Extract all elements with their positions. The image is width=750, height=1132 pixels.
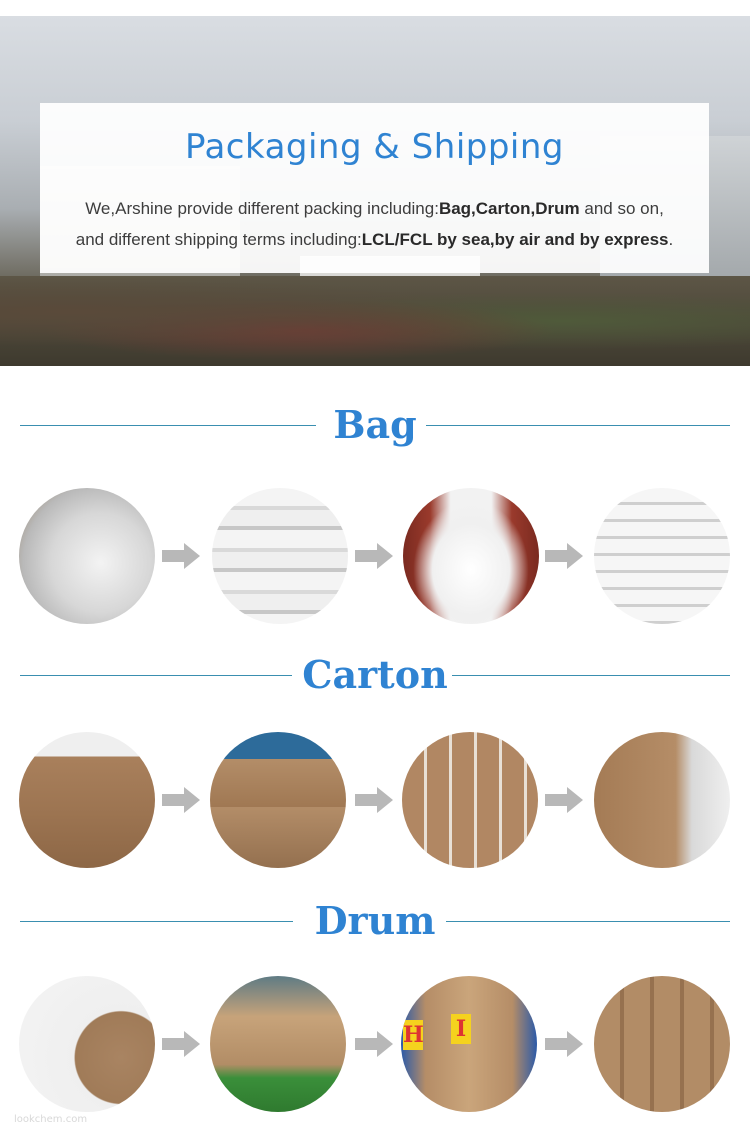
drum-photo-2 [210,976,346,1112]
arrow-right-icon [545,1031,583,1057]
shelf-letter-i: I [451,1014,471,1044]
divider-right [446,921,730,922]
hero-line2-bold: LCL/FCL by sea,by air and by express [361,230,669,249]
hero-description [40,193,709,255]
arrow-right-icon [355,787,393,813]
carton-photo-3 [402,732,538,868]
divider-right [426,425,730,426]
carton-photo-row [0,732,750,868]
arrow-right-icon [355,543,393,569]
hero-title: Packaging & Shipping [184,127,565,167]
drum-photo-4 [594,976,730,1112]
hero-banner [0,16,750,366]
bag-photo-4 [594,488,730,624]
section-title-bag: Bag [333,402,417,447]
carton-photo-2 [210,732,346,868]
section-title-drum: Drum [314,898,436,943]
arrow-right-icon [162,543,200,569]
arrow-right-icon [162,787,200,813]
divider-right [452,675,730,676]
hero-line1-prefix: We,Arshine provide different packing including: [85,199,439,218]
watermark: lookchem.com [14,1114,88,1125]
hero-line2-prefix: and different shipping terms including: [75,230,362,249]
hero-line2-suffix: . [668,230,674,249]
drum-photo-row [0,976,750,1112]
drum-photo-1 [19,976,155,1112]
hedge [0,276,750,366]
bag-photo-2 [212,488,348,624]
carton-photo-1 [19,732,155,868]
hero-line1-suffix: and so on, [579,199,664,218]
section-title-carton: Carton [302,652,448,697]
bag-photo-3 [403,488,539,624]
hero-card [40,103,709,273]
shelf-letter-h: H [403,1022,424,1048]
drum-photo-3 [401,976,537,1112]
bag-photo-row [0,488,750,624]
arrow-right-icon [355,1031,393,1057]
section-heading-drum [20,896,730,946]
carton-photo-4 [594,732,730,868]
arrow-right-icon [545,543,583,569]
section-heading-carton [20,650,730,700]
hero-line1-bold: Bag,Carton,Drum [438,199,580,218]
section-heading-bag [20,400,730,450]
arrow-right-icon [545,787,583,813]
arrow-right-icon [162,1031,200,1057]
bag-photo-1 [19,488,155,624]
